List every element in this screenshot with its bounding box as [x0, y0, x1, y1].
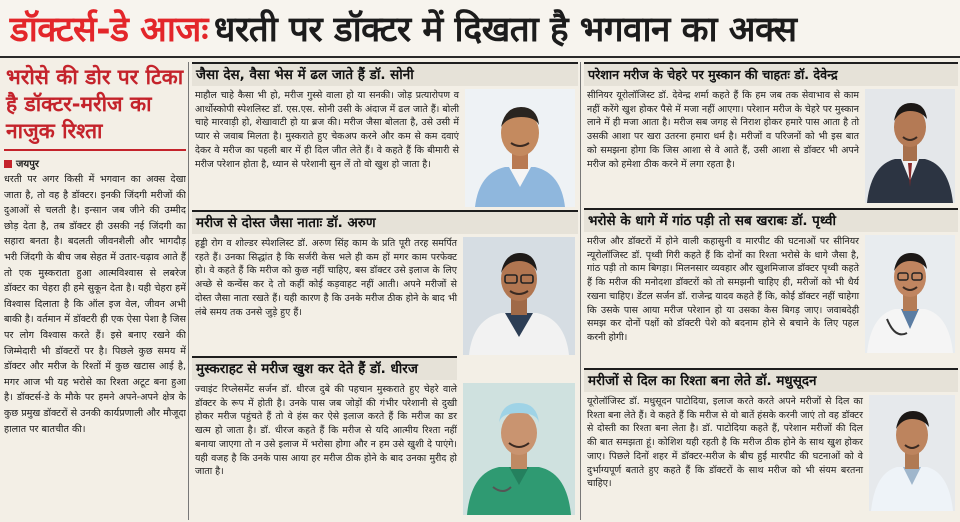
article-body: यूरोलॉजिस्ट डॉ. मधुसूदन पाटोदिया, इलाज करते करते अपने मरीजों से दिल का रिश्ता बना लेते हैं। वे कहते हैं कि मरीज से वो बातें हंसके करनी जाएं तो वह डॉक्टर से दोस्ती का रिश्ता बना लेता है। डॉ. पाटोदिया कहते हैं, परेशान मरीजों की दिल की बात समझता हूं। कोशिश यही रहती है कि मरीज ठीक होने के साथ खुश होकर जाए। पिछले दिनों शहर में डॉक्टर-मरीज के बीच हुई मारपीट की घटनाओं को वे दुर्भाग्यपूर्ण बताते हुए कहते हैं कि डॉक्टरों के साथ मरीज को भी संयम बरतना चाहिए। — [587, 396, 863, 490]
article-heading: भरोसे के धागे में गांठ पड़ी तो सब खराबः डॉ. पृथ्वी — [584, 208, 958, 232]
headline-kicker: डॉक्टर्स-डे आजः — [10, 9, 208, 50]
dateline-marker-icon — [4, 160, 12, 168]
doctor-portrait-icon — [869, 395, 955, 511]
intro-body: धरती पर अगर किसी में भगवान का अक्स देखा जाता है, तो वह है डॉक्टर। इनकी जिंदगी मरीजों की दुआओं से चलती है। इन्सान जब जीने की उम्मीद छोड़ देता है, तब डॉक्टर ही उसकी नई जिंदगी का सहारा बनता है। बदलती जीवनशैली और भागदौड़ भरी जिंदगी के बीच जब सेहत में उतार-चढ़ाव आते हैं तो एक मुस्कराता हुआ आत्मविश्वास से लबरेज डॉक्टर का चेहरा ही हमे सुकून देता है। यही चेहरा हमें विश्वास दिलाता है कि ऑल इज वेल, जीवन अभी बाकी है। वर्तमान में डॉक्टरी ही एक ऐसा पेशा है जिस पर लोग विश्वास करते हैं। इसे बनाए रखने की जिम्मेदारी भी डॉक्टरों पर है। पिछले कुछ समय में डॉक्टर और मरीज के रिश्तों में कुछ खटास आई है, मगर आज भी यह भरोसे का रिश्ता अटूट बना हुआ है। डॉक्टर्स-डे के मौके पर हमने अपने-अपने क्षेत्र के कुछ प्रमुख डॉक्टरों से उनकी कार्यप्रणाली और मौजूदा हालात पर बातचीत की। — [4, 174, 186, 435]
article-heading: मरीजों से दिल का रिश्ता बना लेते डॉ. मधुसूदन — [584, 368, 958, 392]
surgeon-photo — [463, 383, 575, 515]
page-headline — [0, 0, 960, 58]
dateline-city: जयपुर — [16, 159, 39, 170]
column-rule — [188, 62, 189, 520]
doctor-portrait-icon — [865, 235, 955, 353]
article-heading: जैसा देस, वैसा भेस में ढल जाते हैं डॉ. सोनी — [192, 62, 578, 86]
right-column — [584, 62, 958, 520]
intro-heading: भरोसे की डोर पर टिका है डॉक्टर-मरीज का नाजुक रिश्ता — [4, 62, 186, 151]
article-heading: परेशान मरीज के चेहरे पर मुस्कान की चाहतः डॉ. देवेन्द्र — [584, 62, 958, 86]
article-heading: मुस्कराहट से मरीज खुश कर देते हैं डॉ. धीरज — [192, 356, 457, 380]
doctor-portrait-icon — [865, 89, 955, 203]
article-dr-devendra — [584, 62, 958, 208]
doctor-portrait-icon — [465, 89, 575, 207]
surgeon-portrait-icon — [463, 383, 575, 515]
article-dr-madhusudan — [584, 368, 958, 518]
article-body: सीनियर यूरोलॉजिस्ट डॉ. देवेन्द्र शर्मा कहते हैं कि हम जब तक सेवाभाव से काम नहीं करेंगे खुश होकर पैसे में मजा नहीं आएगा। परेशान मरीज के चेहरे पर मुस्कान लाने में ही मजा आता है। मरीज सब जगह से निराश होकर हमारे पास आता है तो उसकी आशा पर खरा उतरना हमारा धर्म है। मरीजों व परिजनों को भी इस बात को समझना होगा कि जिस आशा से वे आते हैं, उसी आशा से डॉक्टर भी अपने मरीज को हमेशा ठीक करने में लगा रहता है। — [587, 90, 859, 170]
doctor-photo — [869, 395, 955, 511]
headline-title: धरती पर डॉक्टर में दिखता है भगवान का अक्स — [213, 9, 797, 50]
intro-column — [4, 62, 186, 520]
article-body: माहौल चाहे कैसा भी हो, मरीज गुस्से वाला हो या सनकी। जोड़ प्रत्यारोपण व आर्थोस्कोपी स्पेशलिस्ट डॉ. एस.एस. सोनी उसी के अंदाज में ढल जाते हैं। बोली चाहे मारवाड़ी हो, शेखावाटी हो या ब्रज की। मरीज जैसा बोलता है, उसे उसी में प्यार से जवाब मिलता है। मुस्कराते हुए चेकअप करने और कम से कम दवाएं देकर वे मरीज का पहली बार में ही दिल जीत लेते हैं। वे कहते हैं कि बीमारी से मरीज परेशान होता है, ध्यान से परेशानी सुन लें तो वो खुश हो जाता है। — [195, 90, 459, 170]
column-rule — [580, 62, 581, 520]
doctor-photo — [865, 235, 955, 353]
doctor-portrait-icon — [463, 237, 575, 355]
doctor-photo — [865, 89, 955, 203]
article-body: ज्वाइंट रिप्लेसमेंट सर्जन डॉ. धीरज दुबे की पहचान मुस्कराते हुए चेहरे वाले डॉक्टर के रूप में होती है। उनके पास जब जोड़ों की गंभीर परेशानी से दुखी होकर मरीज पहुंचते हैं तो वे हंस कर ऐसे इलाज करते हैं कि मरीज का डर खत्म हो जाता है। डॉ. धीरज कहते हैं कि मरीज से यदि आत्मीय रिश्ता नहीं बनाया जाएगा तो न उसे इलाज में भरोसा होगा और न हम उसे खुशी दे पाएंगे। यही वजह है कि उनके पास आया हर मरीज ठीक होने के बाद उनका मुरीद हो जाता है। — [195, 384, 457, 478]
doctor-photo — [463, 237, 575, 355]
article-body: हड्डी रोग व शोल्डर स्पेशलिस्ट डॉ. अरुण सिंह काम के प्रति पूरी तरह समर्पित रहते हैं। उनका सिद्धांत है कि सर्जरी केस भले ही कम हों मगर काम परफेक्ट हो। वे कहते हैं कि मरीज को कुछ नहीं चाहिए, बस डॉक्टर उसे इलाज के लिए अच्छे से कन्वेंस कर दे तो कहीं कोई कड़वाहट नहीं आती। अपने मरीजों से दोस्त जैसा नाता रखते हैं। यही कारण है कि उनके मरीज ठीक होने के बाद भी लंबे समय तक उनसे जुड़े हुए हैं। — [195, 238, 457, 318]
middle-column — [192, 62, 578, 520]
article-heading: मरीज से दोस्त जैसा नाताः डॉ. अरुण — [192, 210, 578, 234]
article-dr-arun — [192, 210, 578, 356]
dateline — [4, 156, 186, 170]
article-body: मरीज और डॉक्टरों में होने वाली कहासुनी व मारपीट की घटनाओं पर सीनियर न्यूरोलॉजिस्ट डॉ. पृथ्वी गिरी कहते हैं कि दोनों का रिश्ता भरोसे के धागे जैसा है, गांठ पड़ी तो काम बिगड़ा। मिलनसार व्यवहार और खुशमिजाज डॉक्टर पृथ्वी कहते हैं कि मरीज की मनोदशा डॉक्टरों को तो समझनी चाहिए ही, मरीजों को भी धैर्य रखना चाहिए। डेंटल सर्जन डॉ. राजेन्द्र यादव कहते हैं कि, कोई डॉक्टर नहीं चाहेगा कि उसके पास आया मरीज परेशान हो या उसका केस बिगड़ जाए। जवाबदेही समझ कर दोनों पक्षों को डॉक्टरी पेशे को बदनाम होने से बचाने के लिए पहल करनी होगी। — [587, 236, 859, 343]
article-dr-dheeraj — [192, 356, 578, 520]
doctor-photo — [465, 89, 575, 207]
article-dr-prithvi — [584, 208, 958, 368]
article-dr-soni — [192, 62, 578, 210]
